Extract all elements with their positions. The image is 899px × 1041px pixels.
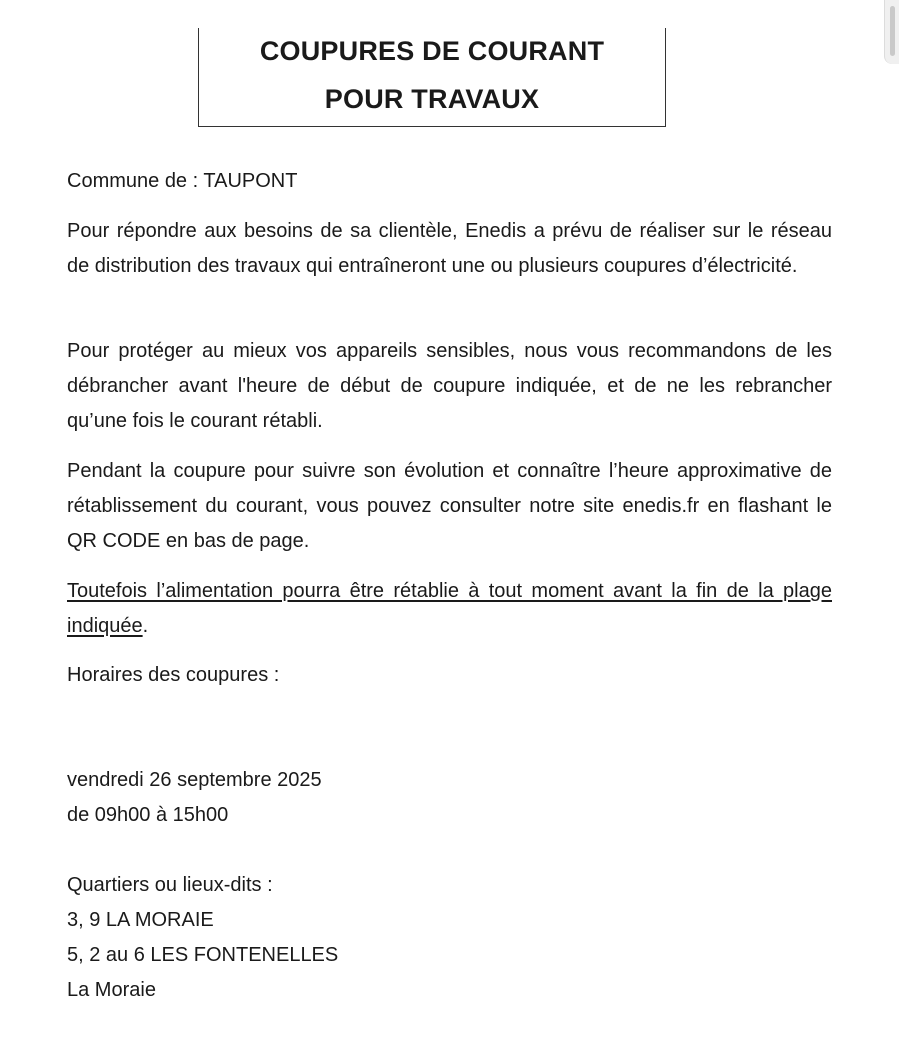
paragraph-text: Pour protéger au mieux vos appareils sensibles, nous vous recommandons de les débrancher avant l'heure de début de coupure indiquée, et de ne les rebrancher qu’une fois le courant rétabli. — [67, 340, 832, 432]
scrollbar-thumb[interactable] — [890, 6, 895, 56]
notice-paragraph — [67, 574, 832, 644]
notice-tail: . — [142, 615, 149, 637]
schedule-heading: Horaires des coupures : — [67, 664, 280, 686]
location-item: 5, 2 au 6 LES FONTENELLES — [67, 944, 339, 966]
schedule-date: vendredi 26 septembre 2025 — [67, 769, 322, 791]
title-line-1: COUPURES DE COURANT — [259, 36, 605, 66]
paragraph-appareils — [67, 334, 832, 439]
paragraph-suivi — [67, 454, 832, 559]
title-box — [198, 28, 666, 127]
location-item: La Moraie — [67, 979, 156, 1001]
locations-heading: Quartiers ou lieux-dits : — [67, 874, 273, 896]
location-item: 3, 9 LA MORAIE — [67, 909, 214, 931]
paragraph-clientele — [67, 214, 832, 284]
paragraph-text: Pour répondre aux besoins de sa clientèle, Enedis a prévu de réaliser sur le réseau de distribution des travaux qui entraîneront une ou plusieurs coupures d’électricité. — [67, 220, 832, 277]
title-line-2: POUR TRAVAUX — [324, 84, 540, 114]
commune-label: Commune de : TAUPONT — [67, 170, 298, 192]
scrollbar[interactable] — [884, 0, 899, 64]
schedule-time: de 09h00 à 15h00 — [67, 804, 229, 826]
paragraph-text: Pendant la coupure pour suivre son évolution et connaître l’heure approximative de rétablissement du courant, vous pouvez consulter notre site enedis.fr en flashant le QR CODE en bas de page. — [67, 460, 832, 552]
notice-underlined: Toutefois l’alimentation pourra être rétablie à tout moment avant la fin de la plage indiquée — [67, 580, 832, 637]
